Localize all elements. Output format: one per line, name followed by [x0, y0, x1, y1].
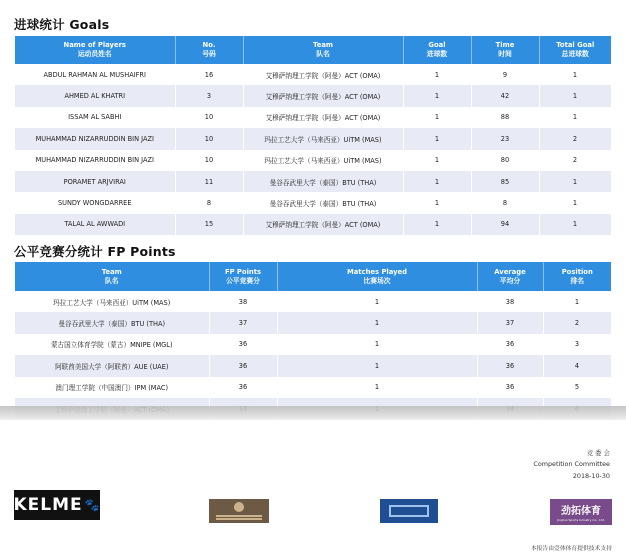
- paw-icon: 🐾: [84, 498, 101, 512]
- header-player-name: Name of Players 运动员姓名: [15, 36, 175, 64]
- header-team: Team 队名: [15, 262, 209, 291]
- table-row: ISSAM AL SABHI 10 艾穆萨纳理工学院（阿曼）ACT (OMA) 1 88 1: [15, 107, 611, 128]
- goals-table: [15, 36, 612, 235]
- fp-points-table: [15, 262, 612, 419]
- hotel-sponsor-logo: [209, 499, 269, 523]
- table-row: PORAMET ARJVIRAI 11 曼谷吞武里大学（泰国）BTU (THA) 1 85 1: [15, 171, 611, 192]
- table-row: 阿联酋美国大学（阿联酋）AUE (UAE) 36 1 36 4: [15, 355, 611, 376]
- table-row: 玛拉工艺大学（马来西亚）UiTM (MAS) 38 1 38 1: [15, 291, 611, 312]
- header-team: Team 队名: [243, 36, 403, 64]
- report-date: 2018-10-30: [572, 472, 610, 480]
- header-position: Position 排名: [543, 262, 611, 291]
- table-row: 澳门理工学院（中国澳门）IPM (MAC) 36 1 36 5: [15, 377, 611, 398]
- table-row: SUNDY WONGDARREE 8 曼谷吞武里大学（泰国）BTU (THA) 1 8 1: [15, 192, 611, 213]
- table-row: MUHAMMAD NIZARRUDDIN BIN JAZI 10 玛拉工艺大学（马来西亚）UiTM (MAS) 1 80 2: [15, 150, 611, 171]
- committee-name-cn: 竞 委 会: [586, 449, 610, 457]
- header-average: Average 平均分: [477, 262, 543, 291]
- table-row: MUHAMMAD NIZARRUDDIN BIN JAZI 10 玛拉工艺大学（马来西亚）UiTM (MAS) 1 23 2: [15, 128, 611, 149]
- header-goal: Goal 进球数: [403, 36, 471, 64]
- goals-header-row: [15, 36, 611, 64]
- page-divider-band: [0, 406, 626, 420]
- kelme-logo: KELME 🐾: [14, 490, 100, 520]
- header-total-goal: Total Goal 总进球数: [539, 36, 611, 64]
- goals-section-title: 进球统计 Goals: [14, 17, 110, 32]
- committee-name-en: Competition Committee: [533, 460, 610, 468]
- tech-support-note: 本报告由壹体体育提供技术支持: [530, 546, 612, 552]
- header-fp-points: FP Points 公平竞赛分: [209, 262, 277, 291]
- media-emblem-icon: [389, 505, 429, 517]
- header-matches-played: Matches Played 比赛场次: [277, 262, 477, 291]
- table-row: ABDUL RAHMAN AL MUSHAIFRI 16 艾穆萨纳理工学院（阿曼）ACT (OMA) 1 9 1: [15, 64, 611, 85]
- media-sponsor-logo: [380, 499, 438, 523]
- shell-icon: [234, 502, 244, 512]
- header-number: No. 号码: [175, 36, 243, 64]
- table-row: 蒙古国立体育学院（蒙古）MNIPE (MGL) 36 1 36 3: [15, 334, 611, 355]
- table-row: AHMED AL KHATRI 3 艾穆萨纳理工学院（阿曼）ACT (OMA) 1 42 1: [15, 85, 611, 106]
- header-time: Time 时间: [471, 36, 539, 64]
- table-row: 曼谷吞武里大学（泰国）BTU (THA) 37 1 37 2: [15, 312, 611, 333]
- fp-section-title: 公平竞赛分统计 FP Points: [14, 244, 176, 259]
- jingtuo-sports-logo: 劲拓体育 Jingtuo Sports Industry Co., Ltd.: [550, 499, 612, 525]
- table-row: TALAL AL AWWADI 15 艾穆萨纳理工学院（阿曼）ACT (OMA) 1 94 1: [15, 214, 611, 235]
- fp-header-row: [15, 262, 611, 291]
